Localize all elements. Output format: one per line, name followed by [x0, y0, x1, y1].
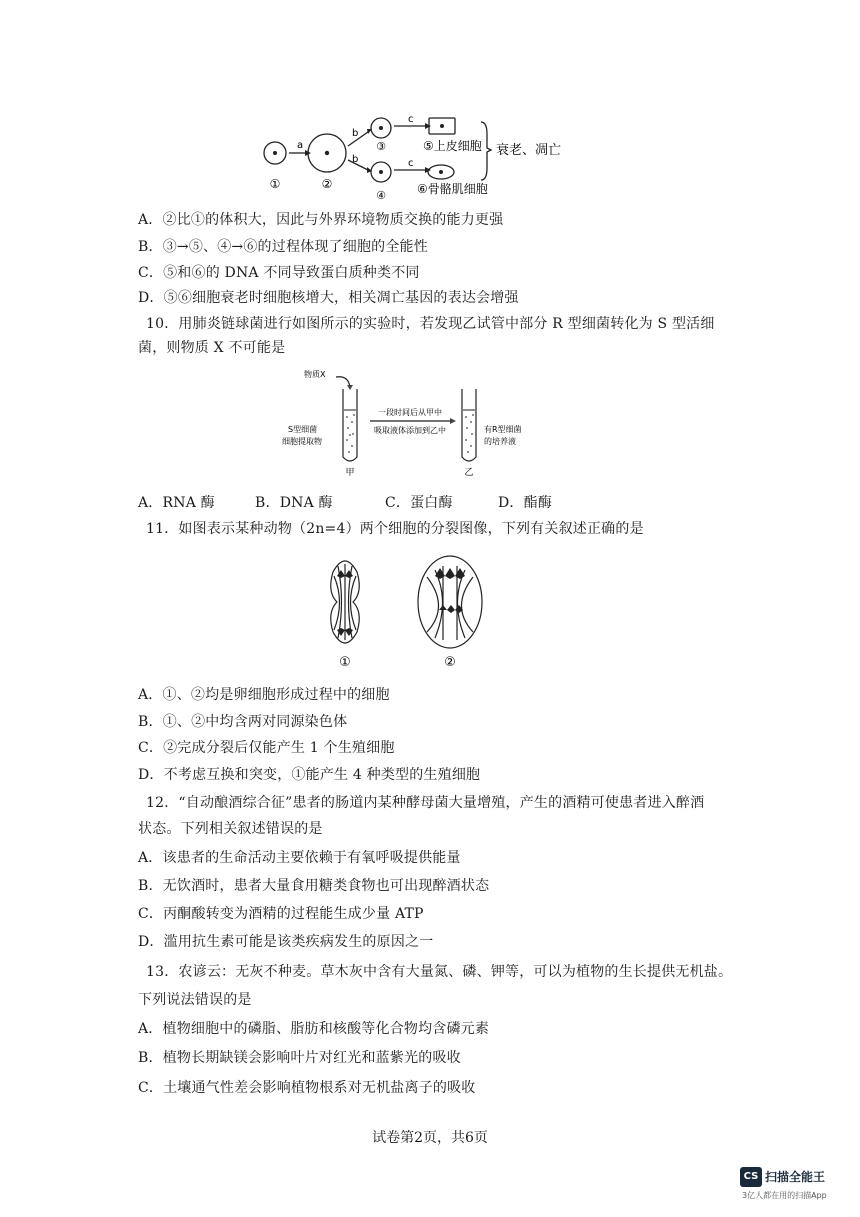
left-label-2: 细胞提取物: [282, 437, 322, 446]
fig9-cell-5: ⑤上皮细胞: [423, 139, 482, 153]
q12-stem-line-1: 12．“自动酿酒综合征”患者的肠道内某种酵母菌大量增殖，产生的酒精可使患者进入醉酒: [146, 795, 705, 811]
q13-option-c: C．土壤通气性差会影响植物根系对无机盐离子的吸收: [138, 1080, 476, 1096]
substance-x-label: 物质X: [304, 370, 326, 379]
page-footer: 试卷第2页，共6页: [372, 1130, 488, 1146]
q13-stem-line-1: 13．农谚云：无灰不种麦。草木灰中含有大量氮、磷、钾等，可以为植物的生长提供无机盐。: [146, 964, 733, 980]
fig9-arrow-c-top: c: [408, 114, 414, 125]
q12-option-d: D．滥用抗生素可能是该类疾病发生的原因之一: [138, 934, 434, 950]
middle-label-2: 吸取液体添加到乙中: [374, 426, 446, 435]
q9-option-d: D．⑤⑥细胞衰老时细胞核增大，相关凋亡基因的表达会增强: [138, 290, 519, 306]
fig9-label-1: ①: [269, 177, 281, 191]
fig9-cell-6: ⑥骨骼肌细胞: [417, 182, 488, 196]
tube-yi-label: 乙: [464, 468, 474, 478]
tube-jia-label: 甲: [345, 468, 355, 478]
q12-stem-line-2: 状态。下列相关叙述错误的是: [138, 821, 323, 837]
cell-division-figure: [315, 552, 505, 670]
fig9-label-3: ③: [376, 140, 386, 153]
fig9-arrow-b-top: b: [352, 128, 359, 139]
right-label-1: 有R型细菌: [484, 425, 522, 434]
q11-option-a: A．①、②均是卵细胞形成过程中的细胞: [138, 687, 390, 703]
q10-stem-line-2: 菌，则物质 X 不可能是: [138, 340, 286, 356]
left-label-1: S型细菌: [288, 425, 318, 434]
scanner-name: 扫描全能王: [765, 1170, 826, 1184]
scanner-logo-icon: CS: [740, 1167, 762, 1187]
q11-stem: 11．如图表示某种动物（2n=4）两个细胞的分裂图像，下列有关叙述正确的是: [146, 521, 644, 537]
q11-option-b: B．①、②中均含两对同源染色体: [138, 714, 348, 730]
fig9-label-2: ②: [321, 177, 333, 191]
middle-label-1: 一段时间后从甲中: [378, 408, 442, 417]
q13-stem-line-2: 下列说法错误的是: [138, 992, 252, 1008]
scanner-tagline: 3亿人都在用的扫描App: [742, 1191, 827, 1200]
q12-option-b: B．无饮酒时，患者大量食用糖类食物也可出现醉酒状态: [138, 878, 490, 894]
scanner-watermark: [740, 1165, 850, 1205]
q10-option-b: B．DNA 酶: [255, 495, 333, 511]
q11-option-c: C．②完成分裂后仅能产生 1 个生殖细胞: [138, 740, 395, 756]
fig9-arrow-b-bottom: b: [352, 154, 359, 165]
q9-option-a: A．②比①的体积大，因此与外界环境物质交换的能力更强: [138, 212, 504, 228]
q12-option-a: A．该患者的生命活动主要依赖于有氧呼吸提供能量: [138, 850, 461, 866]
q12-option-c: C．丙酮酸转变为酒精的过程能生成少量 ATP: [138, 906, 424, 922]
right-label-2: 的培养液: [484, 437, 516, 446]
q9-option-b: B．③→⑤、④→⑥的过程体现了细胞的全能性: [138, 239, 428, 255]
fig9-arrow-c-bottom: c: [408, 158, 414, 169]
fig11-label-2: ②: [444, 655, 456, 670]
fig11-label-1: ①: [339, 655, 351, 670]
q13-option-a: A．植物细胞中的磷脂、脂肪和核酸等化合物均含磷元素: [138, 1021, 490, 1037]
q13-option-b: B．植物长期缺镁会影响叶片对红光和蓝紫光的吸收: [138, 1050, 461, 1066]
q10-option-c: C．蛋白酶: [385, 495, 453, 511]
fig9-bracket-text: 衰老、凋亡: [496, 143, 562, 158]
q9-option-c: C．⑤和⑥的 DNA 不同导致蛋白质种类不同: [138, 265, 420, 281]
q10-option-d: D．酯酶: [498, 495, 553, 511]
cell-differentiation-figure: [255, 108, 575, 200]
fig9-label-4: ④: [376, 189, 386, 200]
q10-stem-line-1: 10．用肺炎链球菌进行如图所示的实验时，若发现乙试管中部分 R 型细菌转化为 S 型活细: [146, 316, 715, 332]
transformation-experiment-figure: [278, 365, 578, 480]
q11-option-d: D．不考虑互换和突变，①能产生 4 种类型的生殖细胞: [138, 767, 481, 783]
fig9-arrow-a: a: [297, 140, 304, 151]
q10-option-a: A．RNA 酶: [138, 495, 215, 511]
